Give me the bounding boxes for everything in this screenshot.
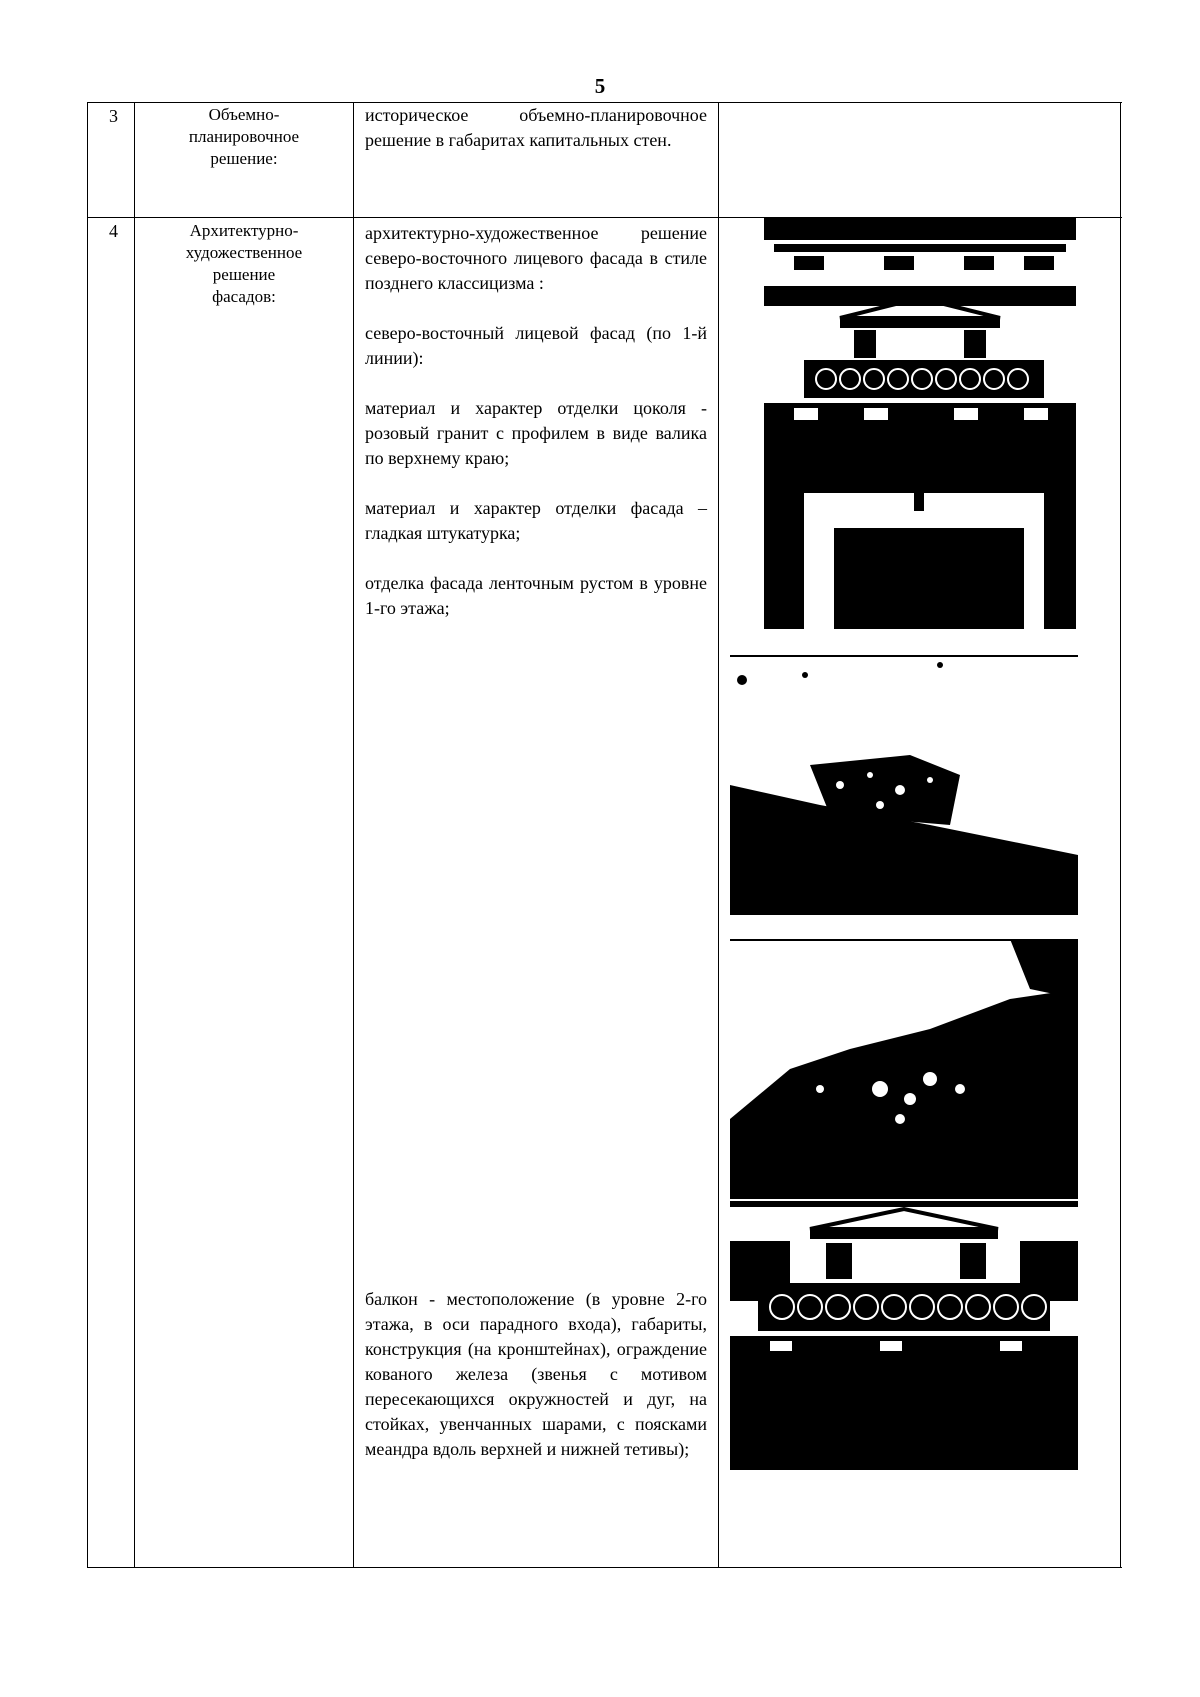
facade-paragraph: отделка фасада ленточным рустом в уровне 1-го этажа; (365, 573, 707, 618)
description-table (87, 102, 1122, 1568)
column-divider (718, 102, 719, 1568)
row-number: 3 (109, 106, 118, 126)
facade-description (365, 221, 707, 621)
table-right-border (1120, 102, 1121, 1568)
plinth-closeup-photo (730, 939, 1078, 1199)
page-number: 5 (594, 74, 606, 98)
row-label (137, 104, 351, 170)
table-left-border (87, 102, 88, 1568)
label-line: Архитектурно- (189, 221, 299, 240)
facade-paragraph: архитектурно-художественное решение северо-восточного лицевого фасада в стиле позднего классицизма : (365, 223, 707, 293)
facade-photo (764, 218, 1076, 629)
row-number: 4 (109, 221, 118, 241)
balcony-photo (730, 1201, 1078, 1470)
facade-paragraph: материал и характер отделки фасада – гладкая штукатурка; (365, 498, 707, 543)
facade-paragraph: северо-восточный лицевой фасад (по 1-й линии): (365, 323, 707, 368)
plinth-photo (730, 655, 1078, 915)
label-line: планировочное (188, 127, 300, 146)
label-line: фасадов: (212, 287, 276, 306)
row-label (137, 220, 351, 308)
balcony-description: балкон - местоположение (в уровне 2-го этажа, в оси парадного входа), габариты, конструкция (на кронштейнах), ограждение кованого железа (звенья с мотивом пересекающихся окружностей и дуг, на стойках, увенчанных шарами, с поясками меандра вдоль верхней и нижней тетивы); (365, 1289, 707, 1459)
label-line: решение: (210, 149, 278, 168)
column-divider (353, 102, 354, 1568)
column-divider (134, 102, 135, 1568)
label-line: решение (212, 265, 276, 284)
table-bottom-border (87, 1567, 1122, 1568)
label-line: Объемно- (208, 105, 280, 124)
facade-paragraph: материал и характер отделки цоколя - розовый гранит с профилем в виде валика по верхнему краю; (365, 398, 707, 468)
label-line: художественное (185, 243, 303, 262)
row-description: историческое объемно-планировочное решение в габаритах капитальных стен. (365, 105, 707, 150)
